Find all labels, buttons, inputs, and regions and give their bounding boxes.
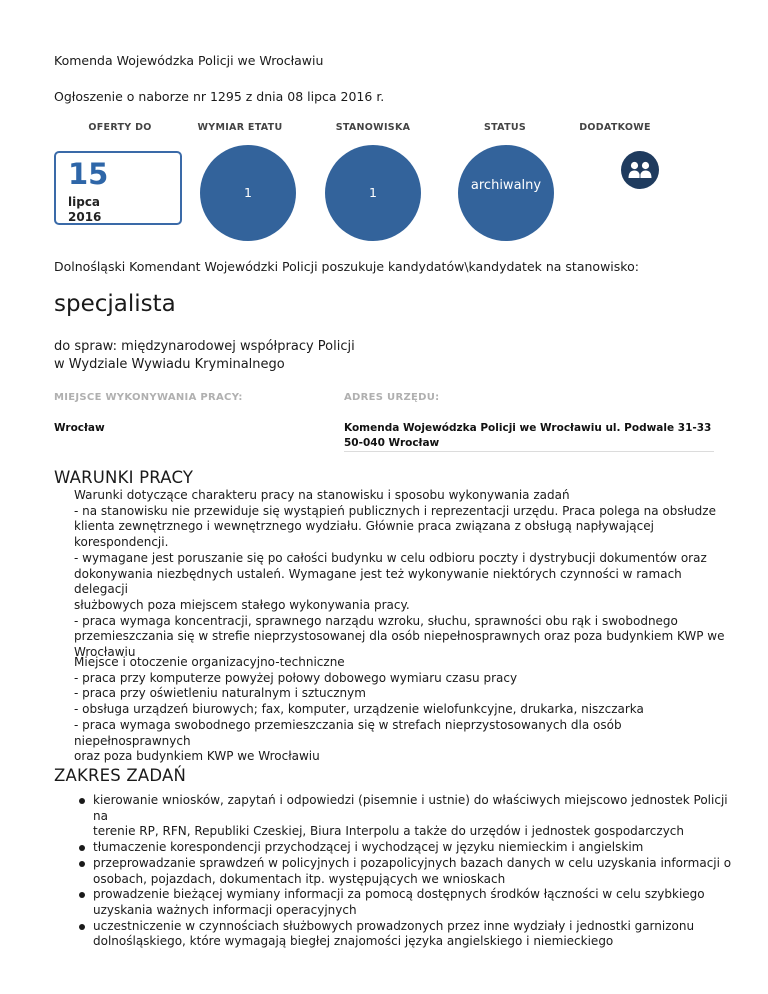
status-value: archiwalny [470,178,542,193]
list-item: tłumaczenie korespondencji przychodzącej i wychodzącej w języku niemieckim i angielskim [74,840,744,856]
position-subject: do spraw: międzynarodowej współpracy Policji [54,339,355,354]
deadline-day: 15 [68,157,109,191]
status-circle [458,145,554,241]
announcement-title: Ogłoszenie o naborze nr 1295 z dnia 08 lipca 2016 r. [54,89,385,104]
address-value [344,421,711,451]
list-item: prowadzenie bieżącej wymiany informacji za pomocą dostępnych środków łączności w celu szybkiego uzyskania ważnych informacji operacyjnych [74,887,744,918]
conditions-paragraph-2: Miejsce i otoczenie organizacyjno-techniczne - praca przy komputerze powyżej połowy dobowego wymiaru czasu pracy - praca przy oświetleniu naturalnym i sztucznym - obsługa urządzeń biurowych; fax, komputer, urządzenie wielofunkcyjne, drukarka, niszczarka - praca wymaga swobodnego przemieszczania się w strefach nieprzystosowanych dla osób niepełnosprawnych oraz poza budynkiem KWP we Wrocławiu [74,655,644,764]
tasks-list [74,793,744,950]
organization-name: Komenda Wojewódzka Policji we Wrocławiu [54,53,324,68]
tasks-heading: ZAKRES ZADAŃ [54,766,187,785]
conditions-paragraph-1: Warunki dotyczące charakteru pracy na stanowisku i sposobu wykonywania zadań - na stanowisku nie przewiduje się wystąpień publicznych i reprezentacji urzędu. Praca polega na obsłudze klienta zewnętrznego i wewnętrznego wydziału. Głównie praca związana z obsługą napływającej korespondencji. - wymagane jest poruszanie się po całości budynku w celu odbioru poczty i dystrybucji dokumentów oraz dokonywania niezbędnych ustaleń. Wymagane jest też wykonywanie niektórych czynności w ramach delegacji służbowych poza miejscem stałego wykonywania pracy. - praca wymaga koncentracji, sprawnego narządu wzroku, słuchu, sprawności obu rąk i swobodnego przemieszczania się w strefie nieprzystosowanej dla osób niepełnosprawnych oraz poza budynkiem KWP we Wrocławiu [74,488,725,660]
label-additional: DODATKOWE [579,122,651,133]
position-description [54,338,355,374]
label-status: STATUS [483,122,527,133]
address-label: ADRES URZĘDU: [344,392,440,403]
list-item: kierowanie wniosków, zapytań i odpowiedzi (pisemnie i ustnie) do właściwych miejscowo jednostek Policji na terenie RP, RFN, Republiki Czeskiej, Biura Interpolu a także do urzędów i jednostek gospodarczych [74,793,744,840]
label-work-time: WYMIAR ETATU [197,122,283,133]
positions-value: 1 [369,184,377,200]
place-value: Wrocław [54,422,105,434]
conditions-heading: WARUNKI PRACY [54,468,194,487]
list-item: przeprowadzanie sprawdzeń w policyjnych i pozapolicyjnych bazach danych w celu uzyskania informacji o osobach, pojazdach, dokumentach itp. występujących we wnioskach [74,856,744,887]
work-time-value: 1 [244,184,252,200]
address-line-1: Komenda Wojewódzka Policji we Wrocławiu ul. Podwale 31-33 [344,422,712,434]
people-icon-graphic [620,151,660,189]
deadline-year: 2016 [68,210,102,224]
address-divider [344,451,714,452]
place-label: MIEJSCE WYKONYWANIA PRACY: [54,392,243,403]
label-positions: STANOWISKA [335,122,411,133]
list-item: uczestniczenie w czynnościach służbowych prowadzonych przez inne wydziały i jednostki garnizonu dolnośląskiego, które wymagają biegłej znajomości języka angielskiego i niemieckiego [74,919,744,950]
people-icon [620,151,660,189]
position-title: specjalista [54,291,176,317]
address-line-2: 50-040 Wrocław [344,437,440,449]
position-department: w Wydziale Wywiadu Kryminalnego [54,357,285,372]
deadline-month [68,195,101,225]
deadline-month-name: lipca [68,195,101,209]
intro-text: Dolnośląski Komendant Wojewódzki Policji poszukuje kandydatów\kandydatek na stanowisko: [54,259,639,274]
label-offers-until: OFERTY DO [88,122,152,133]
deadline-date-box [54,151,182,225]
positions-circle [325,145,421,241]
work-time-circle [200,145,296,241]
